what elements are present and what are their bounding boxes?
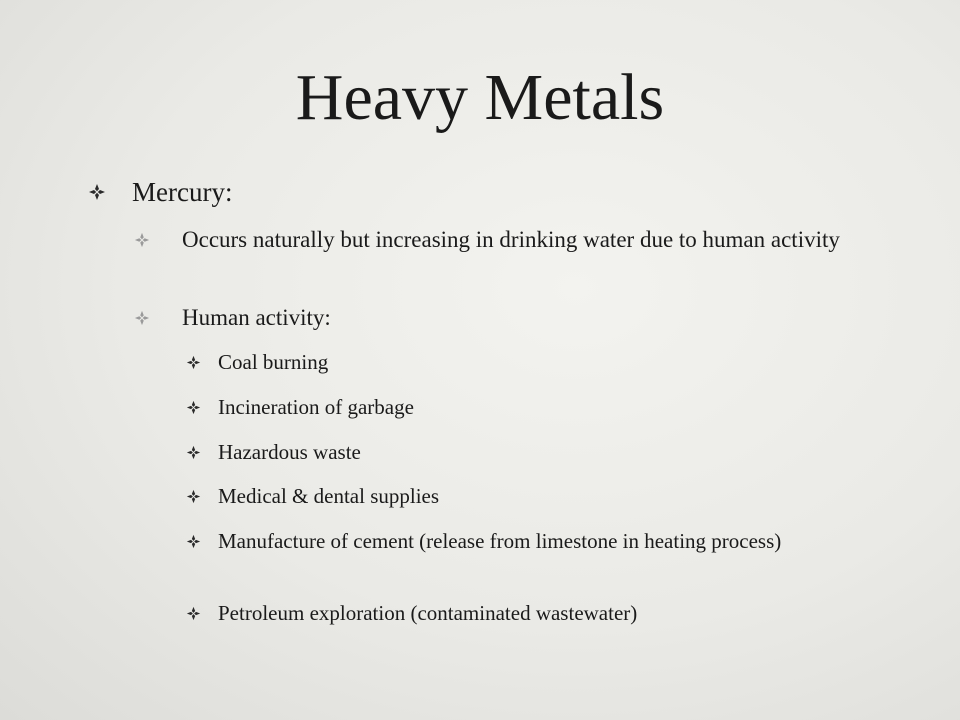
list-item-text: Manufacture of cement (release from limestone in heating process) [218, 529, 782, 553]
list-item-hazardous [186, 440, 886, 465]
slide-title: Heavy Metals [295, 61, 665, 134]
bullet-diamond-icon [88, 176, 132, 201]
bullet-diamond-icon [134, 227, 182, 248]
bullet-diamond-icon [134, 305, 182, 326]
bullet-diamond-icon [186, 395, 218, 415]
list-item-coal [186, 350, 886, 375]
list-item-text: Medical & dental supplies [218, 484, 440, 508]
list-item-petroleum [186, 601, 886, 626]
list-item-text: Hazardous waste [218, 440, 361, 464]
list-item-text: Occurs naturally but increasing in drinking water due to human activity [182, 227, 840, 252]
list-item-text: Coal burning [218, 350, 329, 374]
list-item-text: Human activity: [182, 305, 331, 330]
list-item-text: Incineration of garbage [218, 395, 414, 419]
bullet-diamond-icon [186, 440, 218, 460]
bullet-diamond-icon [186, 350, 218, 370]
list-item-text: Petroleum exploration (contaminated wastewater) [218, 601, 638, 625]
list-item-incineration [186, 395, 886, 420]
list-item-medical [186, 484, 886, 509]
list-item-mercury [88, 176, 232, 208]
bullet-diamond-icon [186, 484, 218, 504]
list-item-occurs [134, 227, 854, 253]
list-item-text: Mercury: [132, 177, 233, 207]
bullet-diamond-icon [186, 601, 218, 621]
list-item-human-activity [134, 305, 854, 331]
bullet-diamond-icon [186, 529, 218, 549]
list-item-cement [186, 529, 886, 554]
